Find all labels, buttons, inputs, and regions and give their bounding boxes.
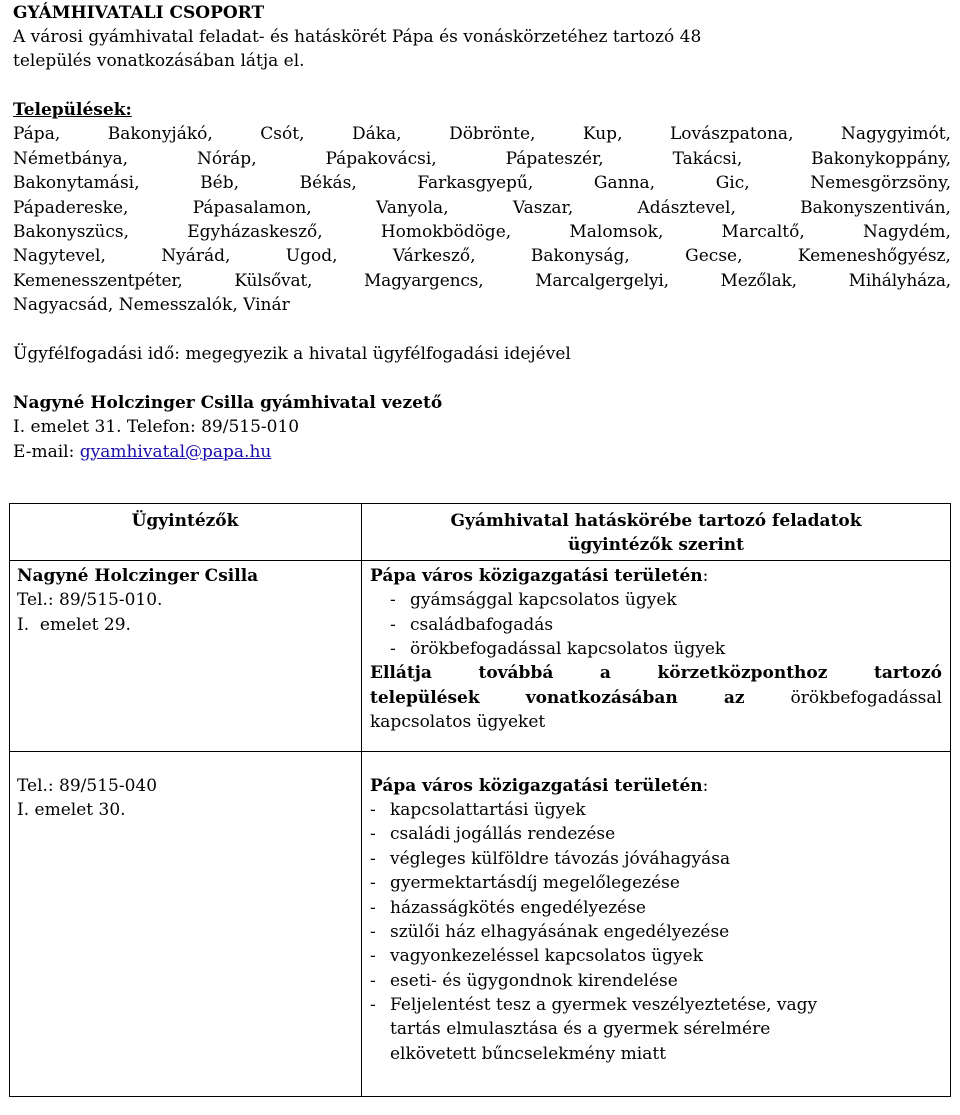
settlement-word: Csót, bbox=[260, 124, 305, 145]
row2-tasks-cell bbox=[362, 751, 951, 1097]
row2-task: családi jogállás rendezése bbox=[390, 824, 616, 845]
settlement-word: Bakonykoppány, bbox=[811, 148, 951, 169]
header-tasks-line-1: Gyámhivatal hatáskörébe tartozó feladatok bbox=[450, 511, 862, 531]
row2-task-continuation: tartás elmulasztása és a gyermek sérelmére bbox=[390, 1019, 771, 1040]
settlement-word: Bakonyság, bbox=[530, 246, 630, 267]
settlement-word: Mihályháza, bbox=[848, 270, 951, 291]
settlement-word: Malomsok, bbox=[569, 222, 664, 243]
settlement-word: Vaszar, bbox=[512, 197, 574, 218]
settlement-word: Gic, bbox=[715, 173, 750, 194]
row1-room: I. emelet 29. bbox=[17, 614, 131, 635]
row1-area-colon: : bbox=[702, 565, 709, 586]
settlements-line-3 bbox=[13, 171, 951, 195]
row2-area-colon: : bbox=[702, 775, 709, 796]
settlement-word: Nagygyimót, bbox=[840, 124, 951, 145]
row2-task: kapcsolattartási ügyek bbox=[390, 799, 586, 820]
settlement-word: Magyargencs, bbox=[363, 270, 484, 291]
settlement-word: Nyárád, bbox=[161, 246, 231, 267]
table-row bbox=[10, 560, 951, 751]
settlement-word: Várkesző, bbox=[392, 246, 476, 267]
row1-extra-line-2 bbox=[370, 686, 942, 710]
staff-table bbox=[9, 503, 951, 1097]
settlement-word: Marcalgergelyi, bbox=[535, 270, 669, 291]
row1-extra-word: a bbox=[599, 663, 611, 684]
row1-task-3: örökbefogadással kapcsolatos ügyek bbox=[410, 638, 726, 659]
row2-area bbox=[370, 774, 942, 798]
settlements-line-2 bbox=[13, 147, 951, 171]
list-item: - családi jogállás rendezése bbox=[370, 822, 942, 846]
row1-extra-word: tartozó bbox=[873, 663, 942, 684]
row2-task: házasságkötés engedélyezése bbox=[390, 897, 646, 918]
row2-task: végleges külföldre távozás jóváhagyása bbox=[390, 848, 731, 869]
row1-area-label: Pápa város közigazgatási területén bbox=[370, 565, 703, 586]
settlement-word: Bakonytamási, bbox=[13, 173, 140, 194]
email-link[interactable]: gyamhivatal@papa.hu bbox=[79, 441, 272, 462]
header-tasks-line-2: ügyintézők szerint bbox=[568, 535, 744, 556]
list-item: - házasságkötés engedélyezése bbox=[370, 896, 942, 920]
head-of-office-room-phone: I. emelet 31. Telefon: 89/515-010 bbox=[13, 417, 300, 438]
row2-task-continuation: elkövetett bűncselekmény miatt bbox=[390, 1043, 667, 1064]
list-item: - eseti- és ügygondnok kirendelése bbox=[370, 969, 942, 993]
list-item: - Feljelentést tesz a gyermek veszélyeztetése, vagy bbox=[370, 993, 942, 1017]
list-item: - családbafogadás bbox=[370, 613, 942, 637]
settlement-word: Bakonyjákó, bbox=[107, 124, 213, 145]
row2-staff-cell bbox=[10, 751, 362, 1097]
settlement-word: Ugod, bbox=[285, 246, 338, 267]
list-item: - gyermektartásdíj megelőlegezése bbox=[370, 871, 942, 895]
row1-extra-word: körzetközponthoz bbox=[657, 663, 828, 684]
settlements-line-1 bbox=[13, 122, 951, 146]
table-header-row bbox=[10, 504, 951, 561]
row1-staff-cell bbox=[10, 560, 362, 751]
settlement-word: Nóráp, bbox=[196, 148, 257, 169]
list-item: - örökbefogadással kapcsolatos ügyek bbox=[370, 637, 942, 661]
settlement-word: Marcaltő, bbox=[721, 222, 805, 243]
settlement-word: Vanyola, bbox=[375, 197, 449, 218]
list-item: - végleges külföldre távozás jóváhagyása bbox=[370, 847, 942, 871]
section-title: GYÁMHIVATALI CSOPORT bbox=[13, 2, 265, 23]
row1-extra-word: Ellátja bbox=[370, 663, 432, 684]
settlements-line-6 bbox=[13, 244, 951, 268]
row2-task: gyermektartásdíj megelőlegezése bbox=[390, 873, 680, 894]
settlement-word: Békás, bbox=[299, 173, 357, 194]
row2-phone: Tel.: 89/515-040 bbox=[17, 775, 158, 796]
settlement-word: Takácsi, bbox=[672, 148, 743, 169]
settlement-word: Döbrönte, bbox=[449, 124, 536, 145]
settlement-word: Ganna, bbox=[593, 173, 656, 194]
office-hours: Ügyfélfogadási idő: megegyezik a hivatal ügyfélfogadási idejével bbox=[13, 343, 571, 364]
settlement-word: Egyházaskesző, bbox=[187, 222, 323, 243]
row2-task: Feljelentést tesz a gyermek veszélyeztetése, vagy bbox=[390, 995, 818, 1016]
settlement-word: Pápasalamon, bbox=[192, 197, 312, 218]
row1-extra-word: vonatkozásában bbox=[525, 687, 678, 708]
settlement-word: Bakonyszentiván, bbox=[800, 197, 951, 218]
settlement-word: Kemenesszentpéter, bbox=[13, 270, 183, 291]
settlement-word: Bakonyszücs, bbox=[13, 222, 129, 243]
list-item: - gyámsággal kapcsolatos ügyek bbox=[370, 588, 942, 612]
intro-line-2: település vonatkozásában látja el. bbox=[13, 51, 305, 72]
header-cell-staff bbox=[10, 504, 362, 561]
settlement-word: Pápakovácsi, bbox=[325, 148, 437, 169]
settlements-heading: Települések: bbox=[13, 100, 132, 121]
email-label: E-mail: bbox=[13, 441, 80, 462]
settlement-word: Külsővat, bbox=[234, 270, 313, 291]
settlement-word: Adásztevel, bbox=[637, 197, 736, 218]
settlement-word: Nagytevel, bbox=[13, 246, 106, 267]
head-of-office-email-line bbox=[13, 440, 951, 464]
settlement-word: Pápadereske, bbox=[13, 197, 129, 218]
row1-name: Nagyné Holczinger Csilla bbox=[17, 565, 259, 586]
row1-task-1: gyámsággal kapcsolatos ügyek bbox=[410, 590, 677, 611]
header-cell-tasks bbox=[362, 504, 951, 561]
list-item: - kapcsolattartási ügyek bbox=[370, 798, 942, 822]
settlement-word: Kemeneshőgyész, bbox=[797, 246, 951, 267]
row1-extra-word: települések bbox=[370, 687, 480, 708]
row1-extra-line-3: kapcsolatos ügyeket bbox=[370, 712, 546, 733]
settlement-word: Gecse, bbox=[685, 246, 743, 267]
settlements-line-7 bbox=[13, 269, 951, 293]
row1-area bbox=[370, 564, 942, 588]
settlement-word: Németbánya, bbox=[13, 148, 129, 169]
row1-extra-word: az bbox=[723, 687, 745, 708]
settlement-word: Farkasgyepű, bbox=[417, 173, 534, 194]
document-page bbox=[13, 0, 951, 464]
settlements-line-5 bbox=[13, 220, 951, 244]
settlements-line-4 bbox=[13, 196, 951, 220]
settlement-word: Béb, bbox=[200, 173, 239, 194]
row1-extra-word: továbbá bbox=[478, 663, 554, 684]
settlement-word: Mezőlak, bbox=[720, 270, 797, 291]
settlement-word: Lovászpatona, bbox=[669, 124, 794, 145]
row1-extra-line-1 bbox=[370, 661, 942, 685]
row2-area-label: Pápa város közigazgatási területén bbox=[370, 775, 703, 796]
row1-phone: Tel.: 89/515-010. bbox=[17, 590, 163, 611]
settlement-word: Nemesgörzsöny, bbox=[810, 173, 951, 194]
row2-task-list bbox=[362, 752, 950, 1097]
header-staff: Ügyintézők bbox=[131, 511, 239, 531]
settlement-word: Kup, bbox=[582, 124, 623, 145]
settlement-word: Homokbödöge, bbox=[380, 222, 512, 243]
row1-task-2: családbafogadás bbox=[410, 614, 554, 635]
settlement-word: Dáka, bbox=[351, 124, 402, 145]
row2-task: szülői ház elhagyásának engedélyezése bbox=[390, 921, 730, 942]
settlement-word: Nagydém, bbox=[862, 222, 951, 243]
settlement-word: Pápa, bbox=[13, 124, 61, 145]
row1-tasks-cell bbox=[362, 560, 951, 751]
list-item: - szülői ház elhagyásának engedélyezése bbox=[370, 920, 942, 944]
table-row bbox=[10, 751, 951, 1097]
settlements-line-8: Nagyacsád, Nemesszalók, Vinár bbox=[13, 295, 290, 316]
list-item: - vagyonkezeléssel kapcsolatos ügyek bbox=[370, 944, 942, 968]
row2-task: vagyonkezeléssel kapcsolatos ügyek bbox=[390, 946, 703, 967]
head-of-office-name: Nagyné Holczinger Csilla gyámhivatal vezető bbox=[13, 392, 443, 413]
row1-extra-word: örökbefogadással bbox=[790, 687, 942, 708]
intro-line-1: A városi gyámhivatal feladat- és hatáskörét Pápa és vonáskörzetéhez tartozó 48 bbox=[13, 26, 702, 47]
row2-room: I. emelet 30. bbox=[17, 799, 126, 820]
settlement-word: Pápateszér, bbox=[505, 148, 604, 169]
row2-task: eseti- és ügygondnok kirendelése bbox=[390, 970, 678, 991]
